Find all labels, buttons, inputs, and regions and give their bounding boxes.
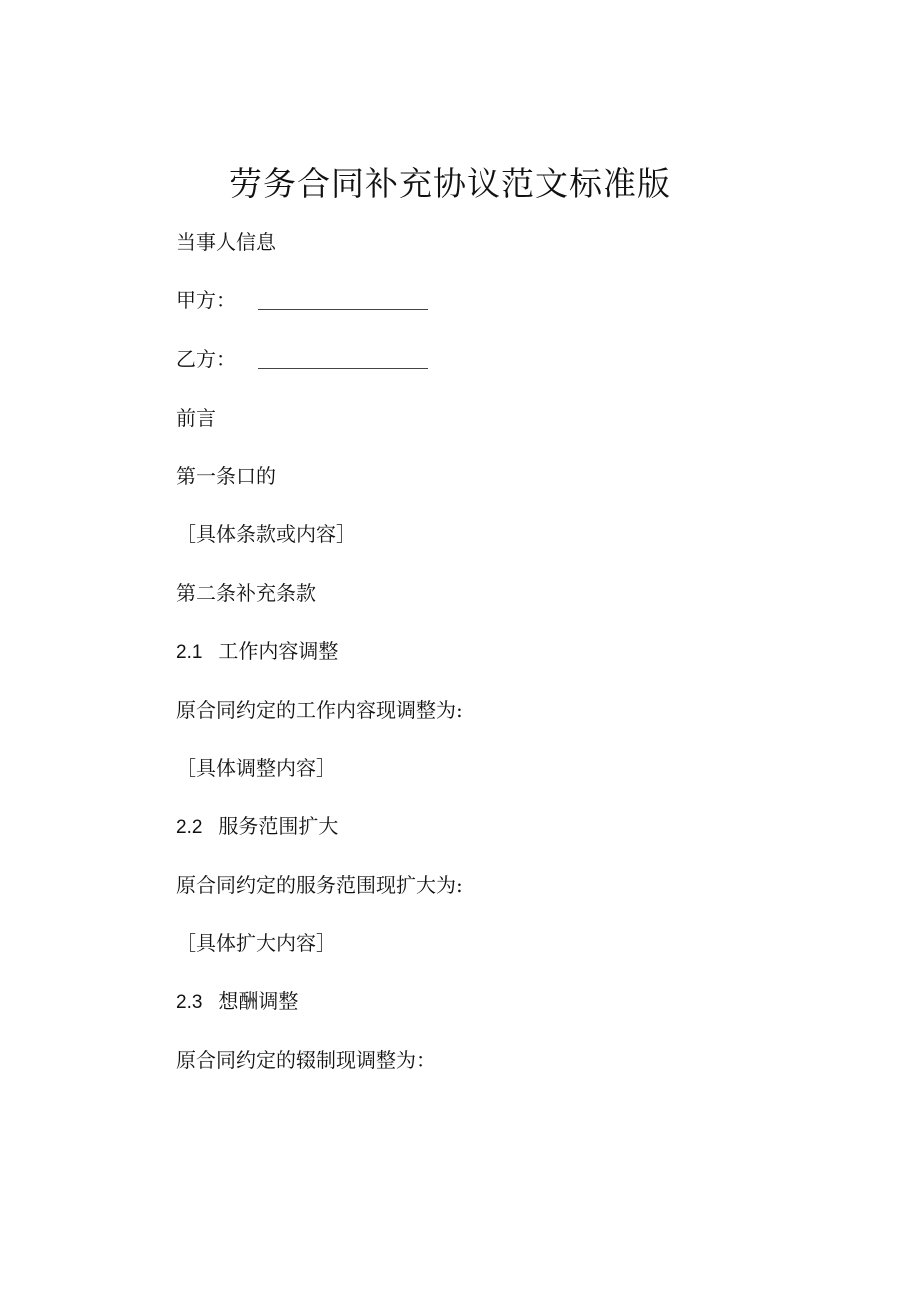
- section-2-1-placeholder: ［具体调整内容］: [176, 756, 336, 780]
- section-2-2-placeholder: ［具体扩大内容］: [176, 931, 336, 955]
- party-b-label: 乙方：: [176, 347, 236, 371]
- section-2-2-heading: [176, 811, 338, 841]
- party-b-line: [176, 344, 428, 374]
- party-a-line: [176, 285, 428, 315]
- section-2-2-number: 2.2: [176, 817, 203, 838]
- section-2-1-title: 工作内容调整: [218, 639, 339, 663]
- parties-heading: 当事人信息: [176, 230, 276, 254]
- section-2-1-number: 2.1: [176, 642, 203, 663]
- section-2-3-heading: [176, 986, 298, 1016]
- section-2-3-text: 原合同约定的辍制现调整为：: [176, 1048, 436, 1072]
- party-b-blank: [258, 348, 428, 369]
- party-a-label: 甲方：: [176, 288, 236, 312]
- document-title: 劳务合同补充协议范文标准版: [229, 164, 671, 203]
- party-a-blank: [258, 289, 428, 310]
- section-2-2-text: 原合同约定的服务范围现扩大为:: [176, 873, 463, 897]
- section-2-3-title: 想酬调整: [218, 989, 299, 1013]
- section-2-1-heading: [176, 636, 338, 666]
- article1-placeholder: ［具体条款或内容］: [176, 522, 356, 546]
- section-2-2-title: 服务范围扩大: [218, 814, 339, 838]
- section-2-3-number: 2.3: [176, 992, 203, 1013]
- preface-heading: 前言: [176, 406, 216, 430]
- section-2-1-text: 原合同约定的工作内容现调整为:: [176, 698, 463, 722]
- article1-heading: 第一条口的: [176, 464, 276, 488]
- article2-heading: 第二条补充条款: [176, 581, 316, 605]
